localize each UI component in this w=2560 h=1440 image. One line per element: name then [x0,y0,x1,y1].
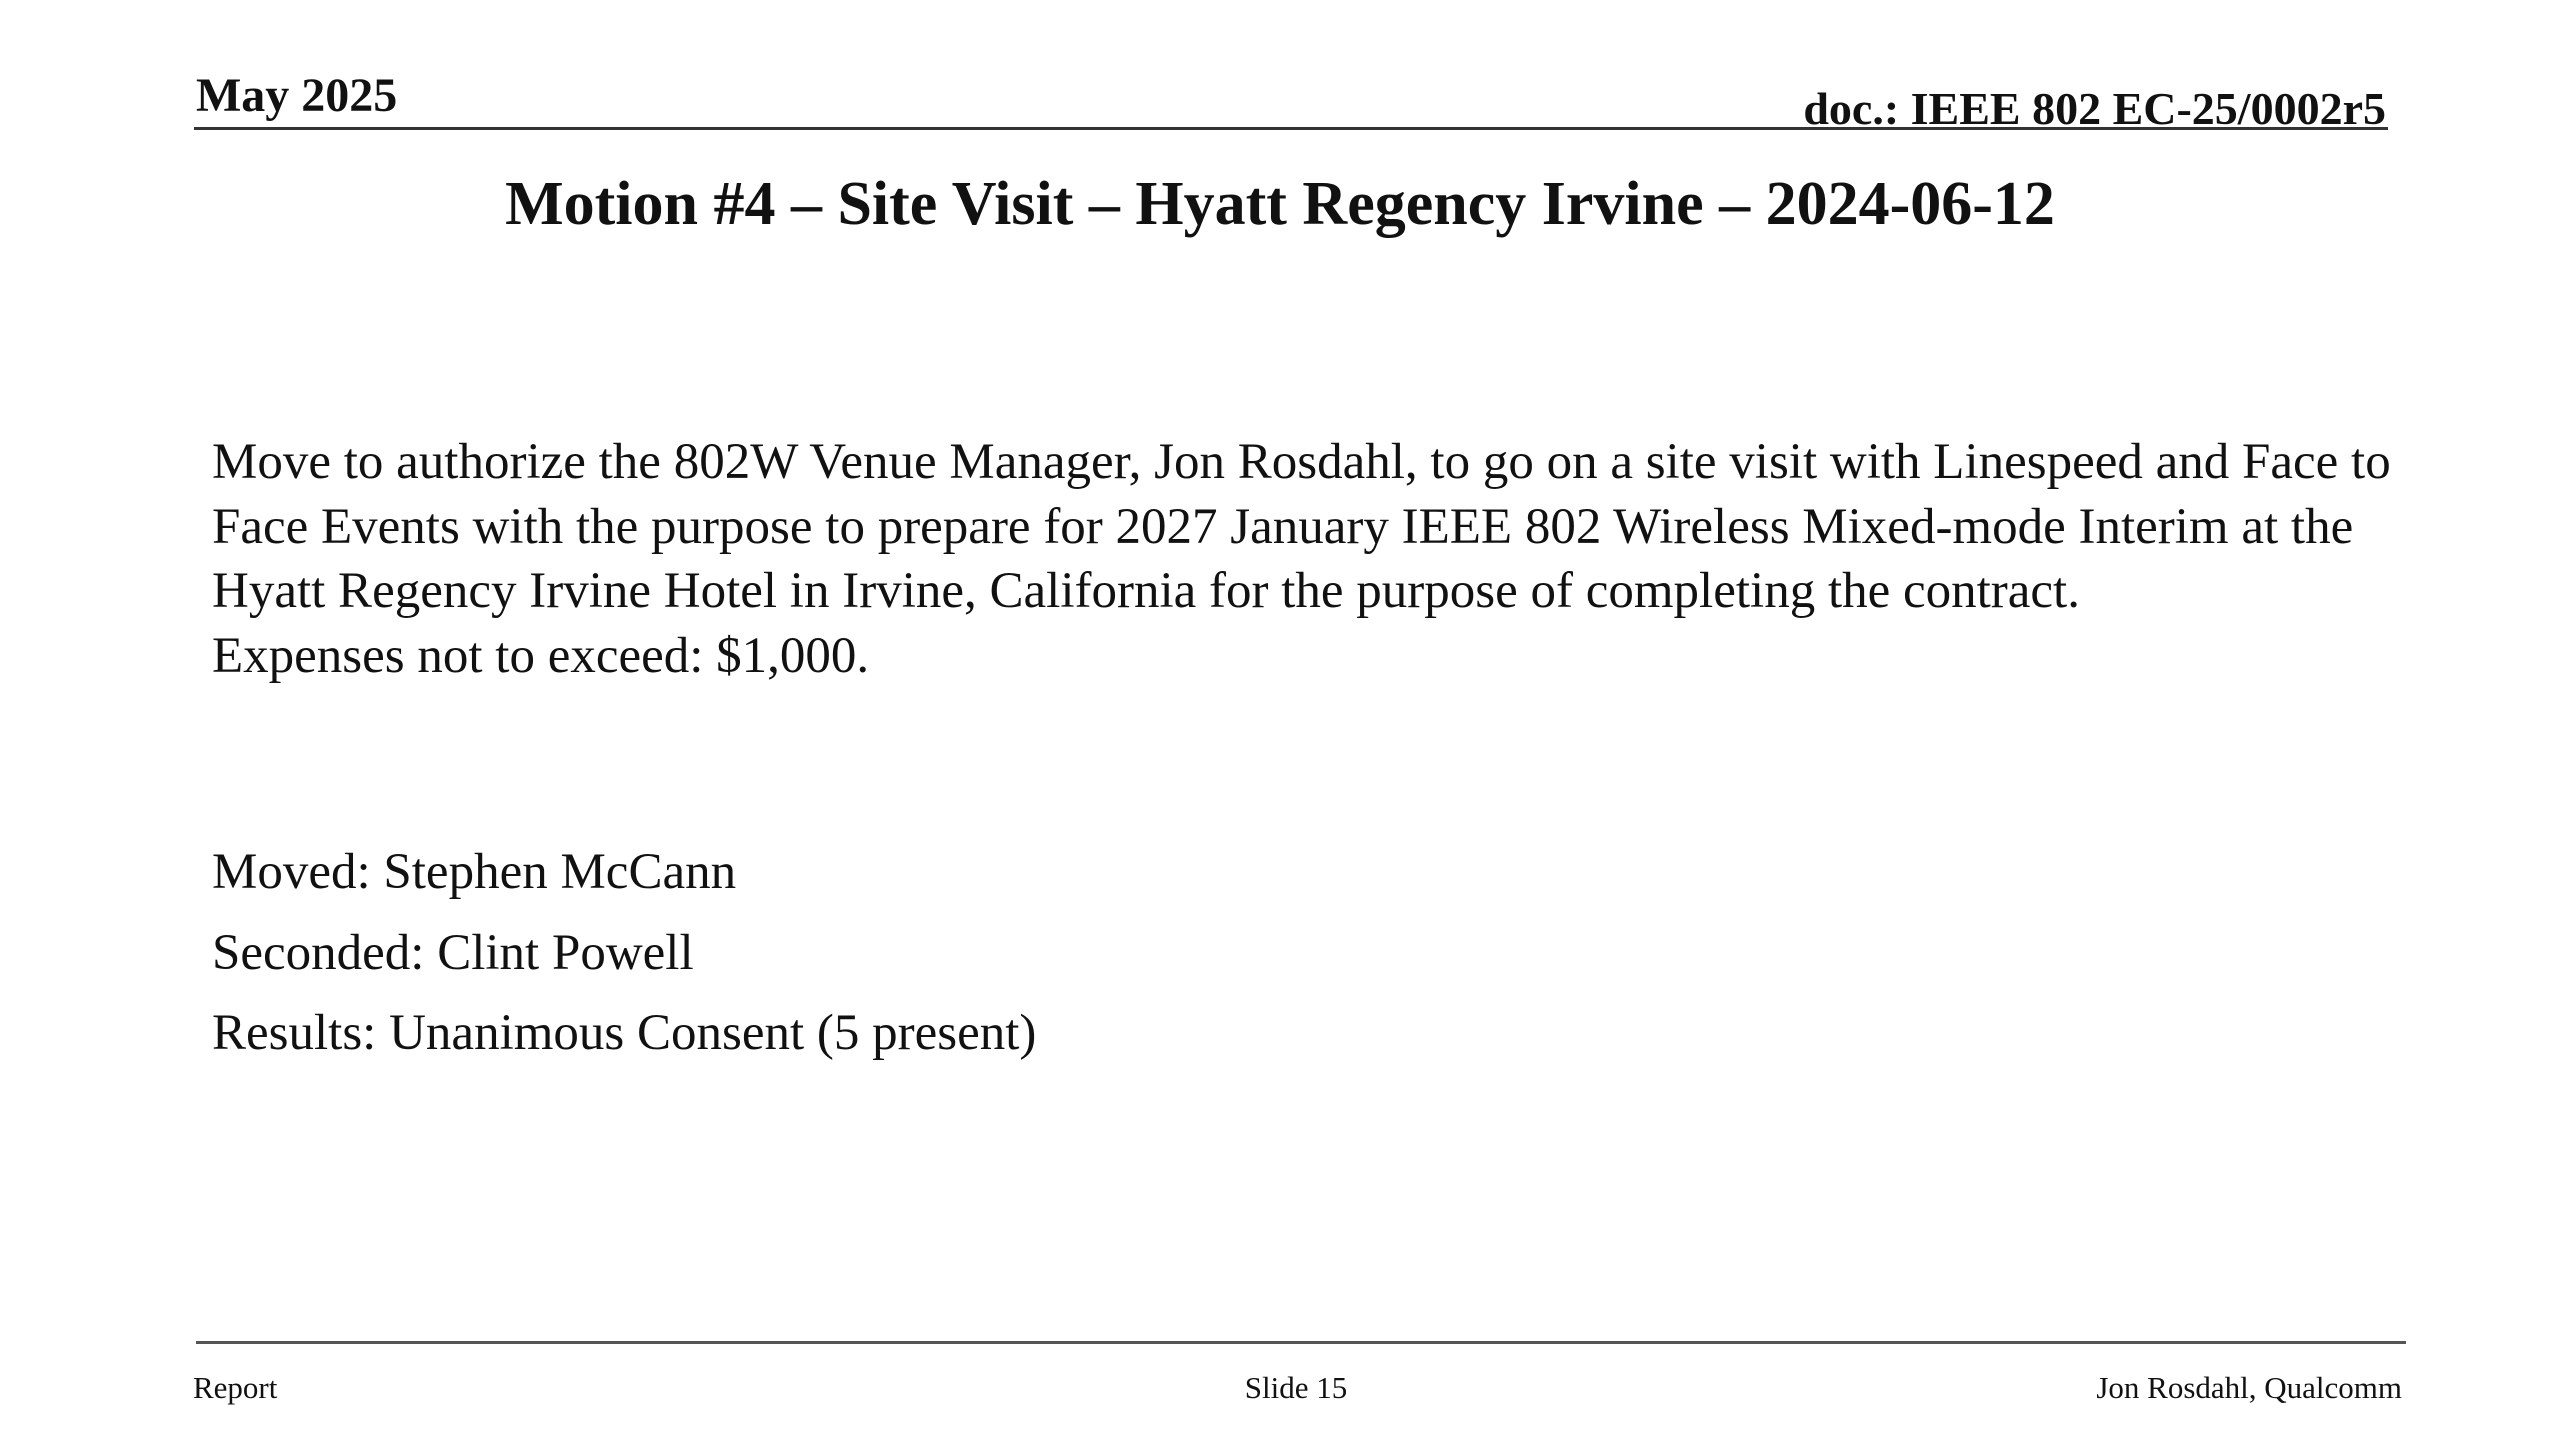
header-date: May 2025 [196,69,398,122]
footer-author: Jon Rosdahl, Qualcomm [2096,1370,2402,1405]
footer-slide-number: Slide 15 [1244,1370,1348,1405]
motion-body [212,430,2412,688]
header-divider [194,127,2388,130]
motion-record [212,832,1036,1074]
motion-text: Move to authorize the 802W Venue Manager, Jon Rosdahl, to go on a site visit with Linespeed and Face to Face Events with the purpose to prepare for 2027 January IEEE 802 Wireless Mixed-mode Interim at the Hyatt Regency Irvine Hotel in Irvine, California for the purpose of completing the contract. [212,434,2391,619]
header-doc-id: doc.: IEEE 802 EC-25/0002r5 [1803,83,2386,134]
expenses-text: Expenses not to exceed: $1,000. [212,627,870,684]
moved-line: Moved: Stephen McCann [212,844,737,900]
slide-title: Motion #4 – Site Visit – Hyatt Regency Irvine – 2024-06-12 [505,170,2055,238]
results-line: Results: Unanimous Consent (5 present) [212,1005,1037,1061]
seconded-line: Seconded: Clint Powell [212,924,694,981]
footer-report-label: Report [193,1370,278,1405]
footer-divider [196,1341,2406,1344]
